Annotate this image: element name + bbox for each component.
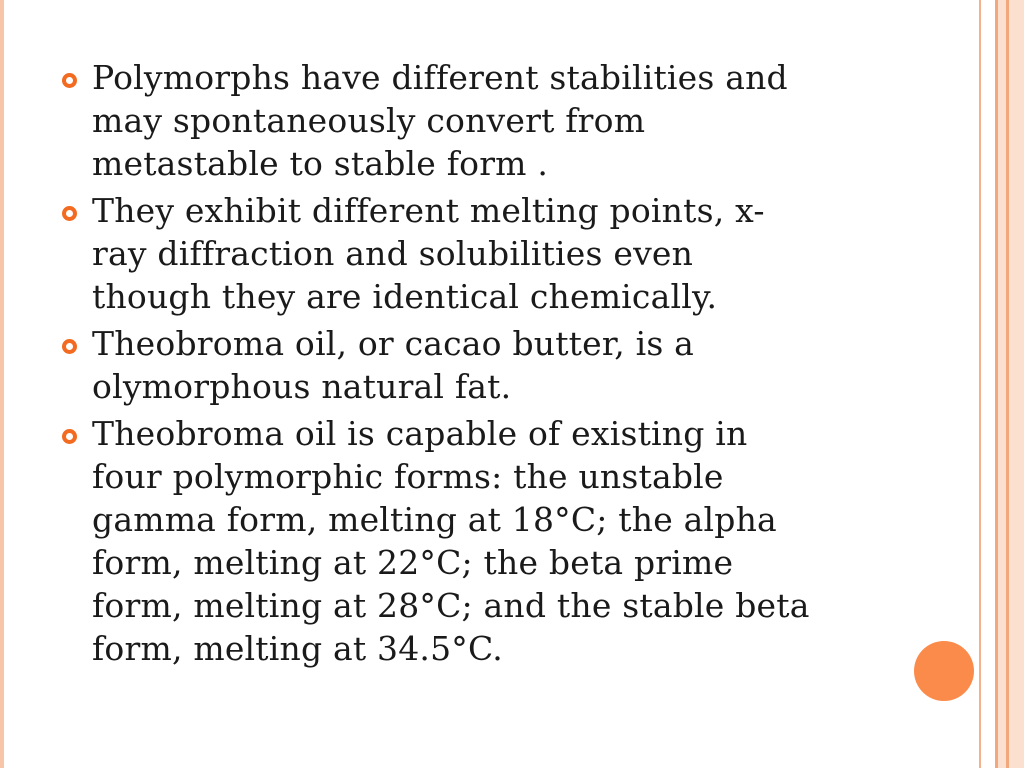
bullet-text: Theobroma oil is capable of existing in four polymorphic forms: the unstable gamma form, melting at 18°C; the alpha form, melting at 22°C; the beta prime form, melting at 28°C; and the stable beta form, melting at 34.5°C. xyxy=(92,414,810,668)
border-stripe xyxy=(1009,0,1024,768)
border-stripe xyxy=(981,0,995,768)
bullet-item xyxy=(62,56,882,185)
bullet-item xyxy=(62,189,882,318)
circle-bullet-icon xyxy=(62,429,77,444)
bullet-item xyxy=(62,412,882,670)
bullet-list xyxy=(62,56,882,674)
border-stripe xyxy=(998,0,1006,768)
circle-bullet-icon xyxy=(62,339,77,354)
orange-circle-decoration xyxy=(914,641,974,701)
left-border xyxy=(0,0,4,768)
bullet-item xyxy=(62,322,882,408)
bullet-text: Theobroma oil, or cacao butter, is a olymorphous natural fat. xyxy=(92,324,695,406)
bullet-text: Polymorphs have different stabilities and may spontaneously convert from metastable to stable form . xyxy=(92,58,788,183)
circle-bullet-icon xyxy=(62,73,77,88)
bullet-text: They exhibit different melting points, x- ray diffraction and solubilities even though they are identical chemically. xyxy=(92,191,765,316)
circle-bullet-icon xyxy=(62,206,77,221)
right-border-stripes xyxy=(979,0,1024,768)
